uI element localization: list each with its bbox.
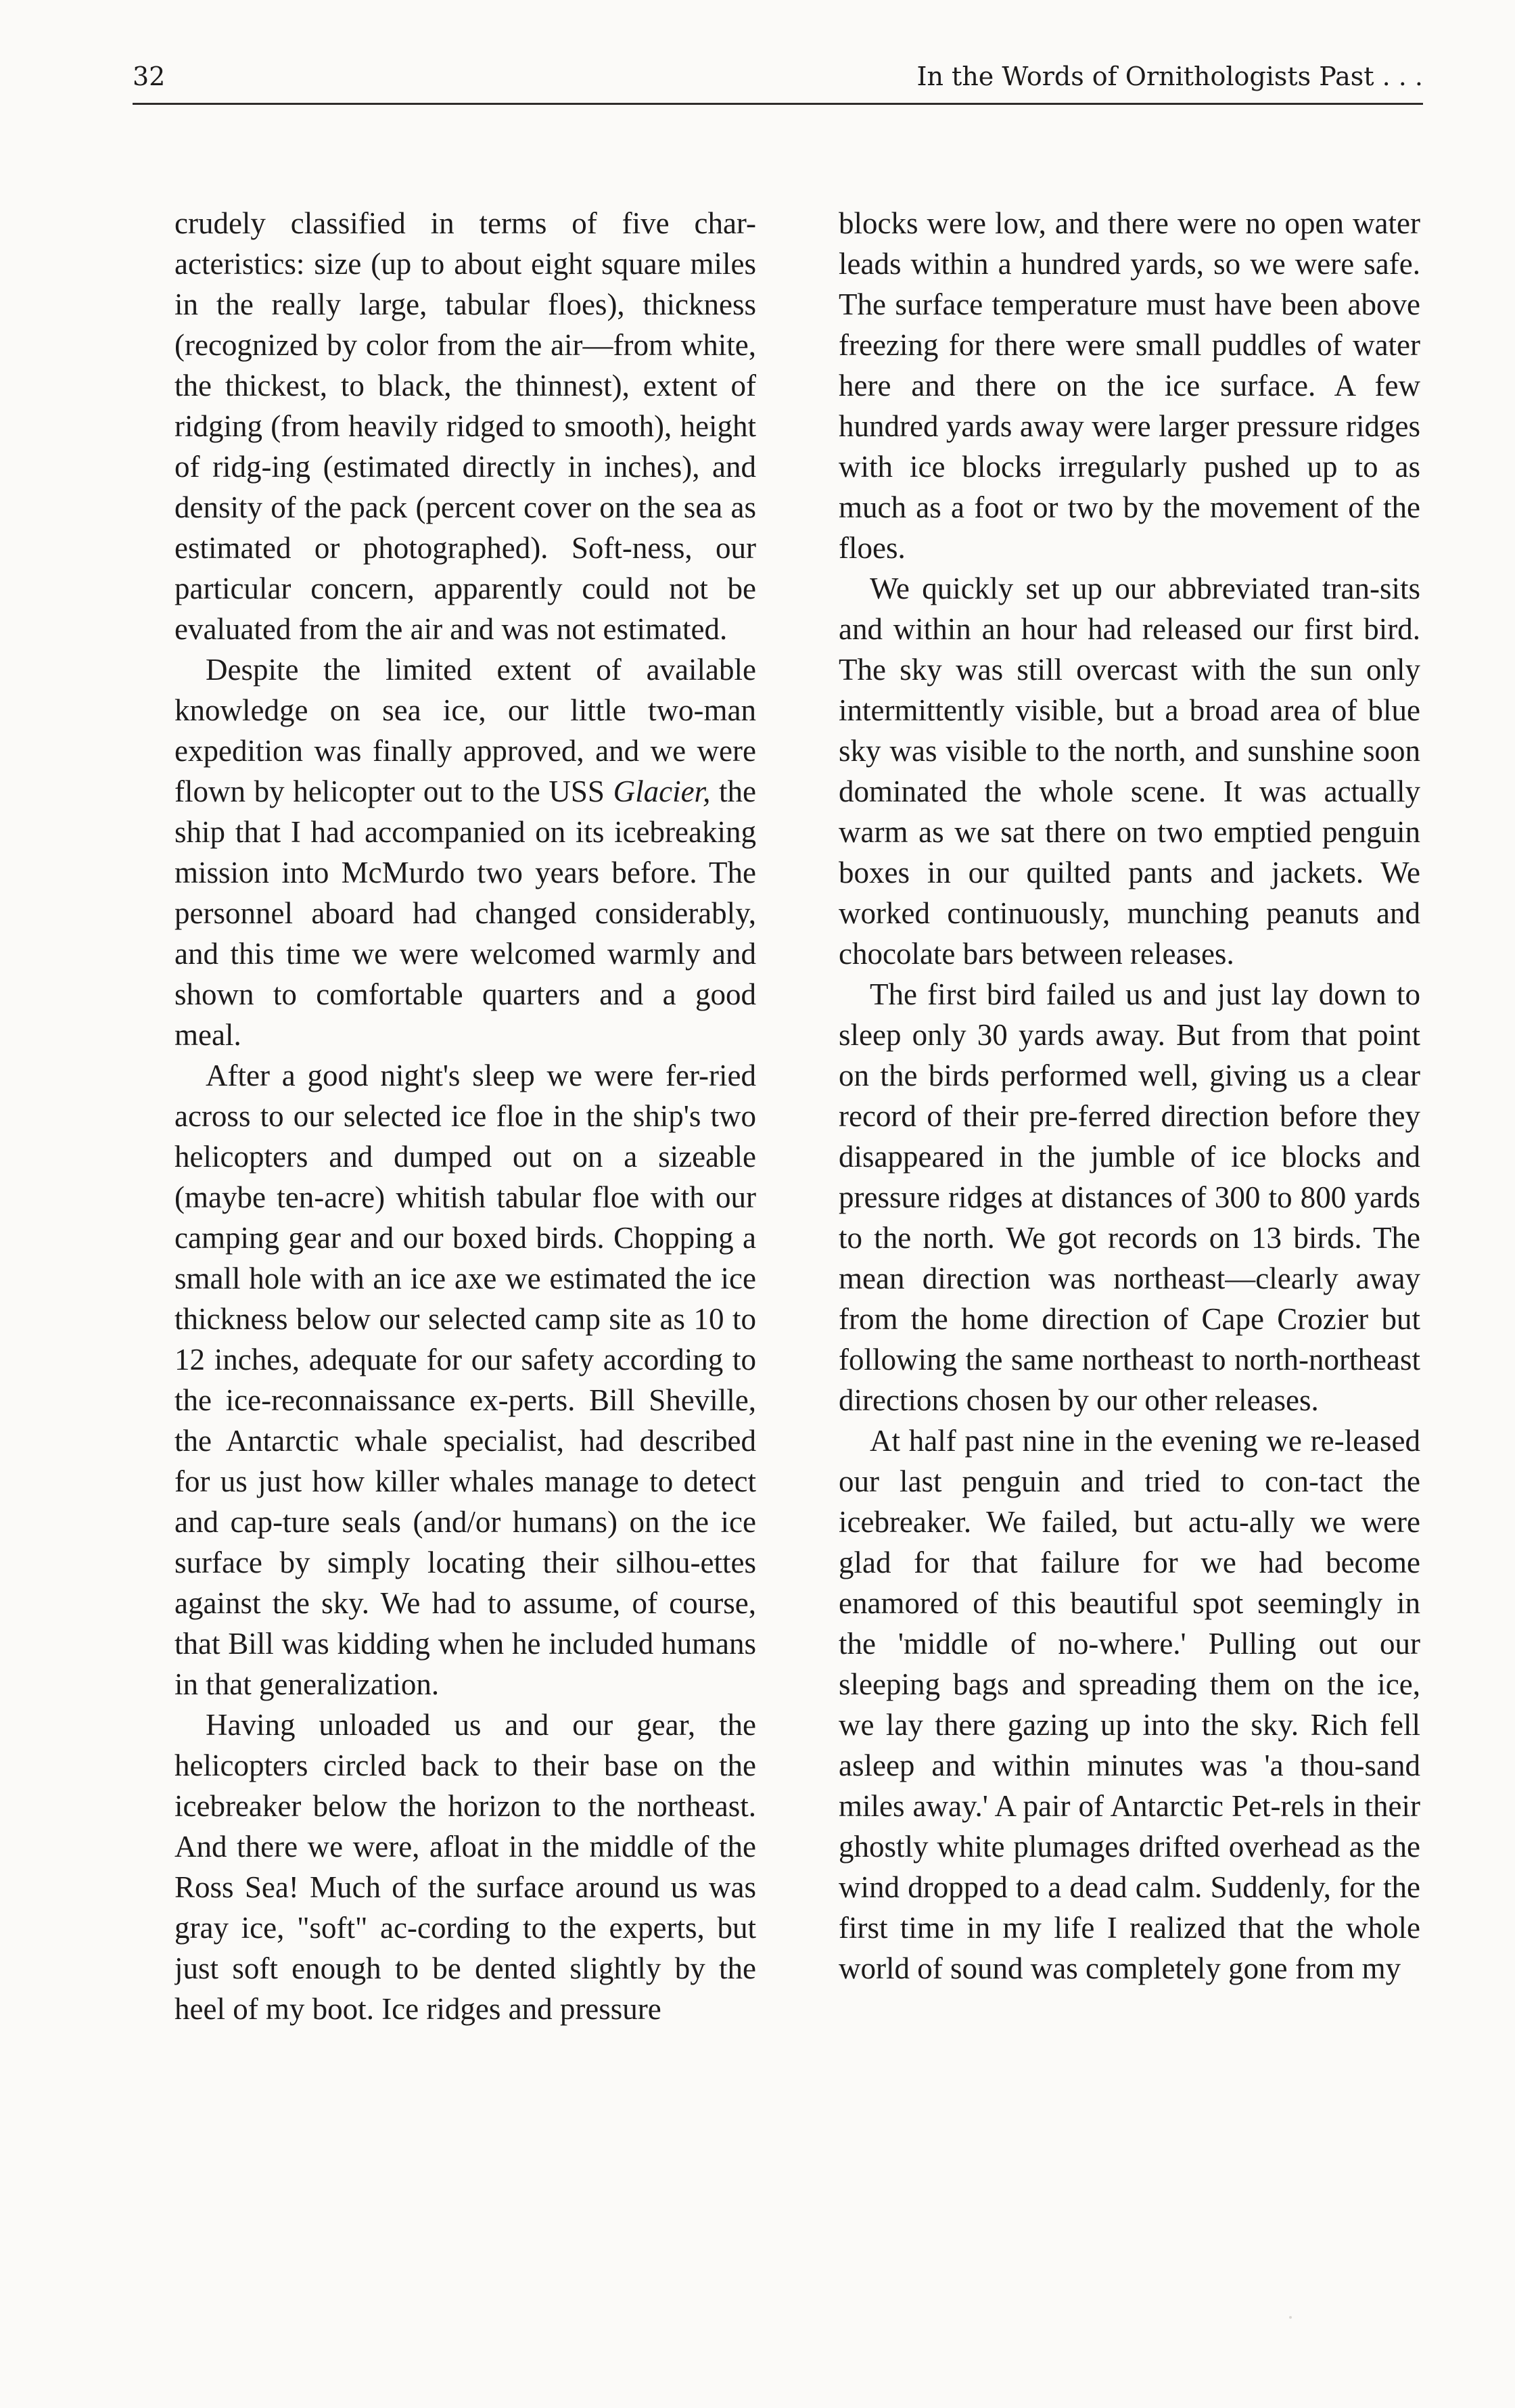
- left-paragraph-2-text-b: the ship that I had accompanied on its icebreaking mission into McMurdo two years before. The personnel aboard had changed considerably, and this time we were welcomed warmly and shown to comfortable quarters and a good meal.: [174, 774, 756, 1052]
- right-paragraph-2: We quickly set up our abbreviated tran-sits and within an hour had released our first bird. The sky was still overcast with the sun only intermittently visible, but a broad area of blue sky was visible to the north, and sunshine soon dominated the whole scene. It was actually warm as we sat there on two emptied penguin boxes in our quilted pants and jackets. We worked continuously, munching peanuts and chocolate bars between releases.: [839, 572, 1420, 971]
- left-paragraph-4: Having unloaded us and our gear, the helicopters circled back to their base on the icebreaker below the horizon to the northeast. And there we were, afloat in the middle of the Ross Sea! Much of the surface around us was gray ice, "soft" ac-cording to the experts, but just soft enough to be dented slightly by the heel of my boot. Ice ridges and pressure: [174, 1708, 756, 2026]
- body-columns: [174, 203, 1443, 2293]
- scan-speck: [1289, 2316, 1292, 2319]
- running-title: In the Words of Ornithologists Past . . .: [916, 62, 1423, 91]
- left-paragraph-2: [174, 649, 756, 1055]
- right-paragraph-4: At half past nine in the evening we re-leased our last penguin and tried to con-tact the icebreaker. We failed, but actu-ally we were glad for that failure for we had become enamored of this beautiful spot seemingly in the 'middle of no-where.' Pulling out our sleeping bags and spreading them on the ice, we lay there gazing up into the sky. Rich fell asleep and within minutes was 'a thou-sand miles away.' A pair of Antarctic Pet-rels in their ghostly white plumages drifted overhead as the wind dropped to a dead calm. Suddenly, for the first time in my life I realized that the whole world of sound was completely gone from my: [839, 1424, 1420, 1985]
- right-paragraph-1: blocks were low, and there were no open water leads within a hundred yards, so we were safe. The surface temperature must have been above freezing for there were small puddles of water here and there on the ice surface. A few hundred yards away were larger pressure ridges with ice blocks irregularly pushed up to as much as a foot or two by the movement of the floes.: [839, 206, 1420, 565]
- ship-name-italic: Glacier,: [613, 774, 711, 808]
- page-number: 32: [133, 62, 166, 91]
- left-paragraph-2-text-a: Despite the limited extent of available knowledge on sea ice, our little two-man expedition was finally approved, and we were flown by helicopter out to the USS: [174, 653, 756, 808]
- right-paragraph-3: The first bird failed us and just lay down to sleep only 30 yards away. But from that point on the birds performed well, giving us a clear record of their pre-ferred direction before they disappeared in the jumble of ice blocks and pressure ridges at distances of 300 to 800 yards to the north. We got records on 13 birds. The mean direction was northeast—clearly away from the home direction of Cape Crozier but following the same northeast to north-northeast directions chosen by our other releases.: [839, 977, 1420, 1417]
- header-rule: [133, 103, 1423, 105]
- left-column: [174, 203, 756, 2293]
- right-column: [839, 203, 1420, 2293]
- left-paragraph-1: crudely classified in terms of five char-acteristics: size (up to about eight square miles in the really large, tabular floes), thickness (recognized by color from the air—from white, the thickest, to black, the thinnest), extent of ridging (from heavily ridged to smooth), height of ridg-ing (estimated directly in inches), and density of the pack (percent cover on the sea as estimated or photographed). Soft-ness, our particular concern, apparently could not be evaluated from the air and was not estimated.: [174, 206, 756, 646]
- left-paragraph-3: After a good night's sleep we were fer-ried across to our selected ice floe in the ship's two helicopters and dumped out on a sizeable (maybe ten-acre) whitish tabular floe with our camping gear and our boxed birds. Chopping a small hole with an ice axe we estimated the ice thickness below our selected camp site as 10 to 12 inches, adequate for our safety according to the ice-reconnaissance ex-perts. Bill Sheville, the Antarctic whale specialist, had described for us just how killer whales manage to detect and cap-ture seals (and/or humans) on the ice surface by simply locating their silhou-ettes against the sky. We had to assume, of course, that Bill was kidding when he included humans in that generalization.: [174, 1059, 756, 1701]
